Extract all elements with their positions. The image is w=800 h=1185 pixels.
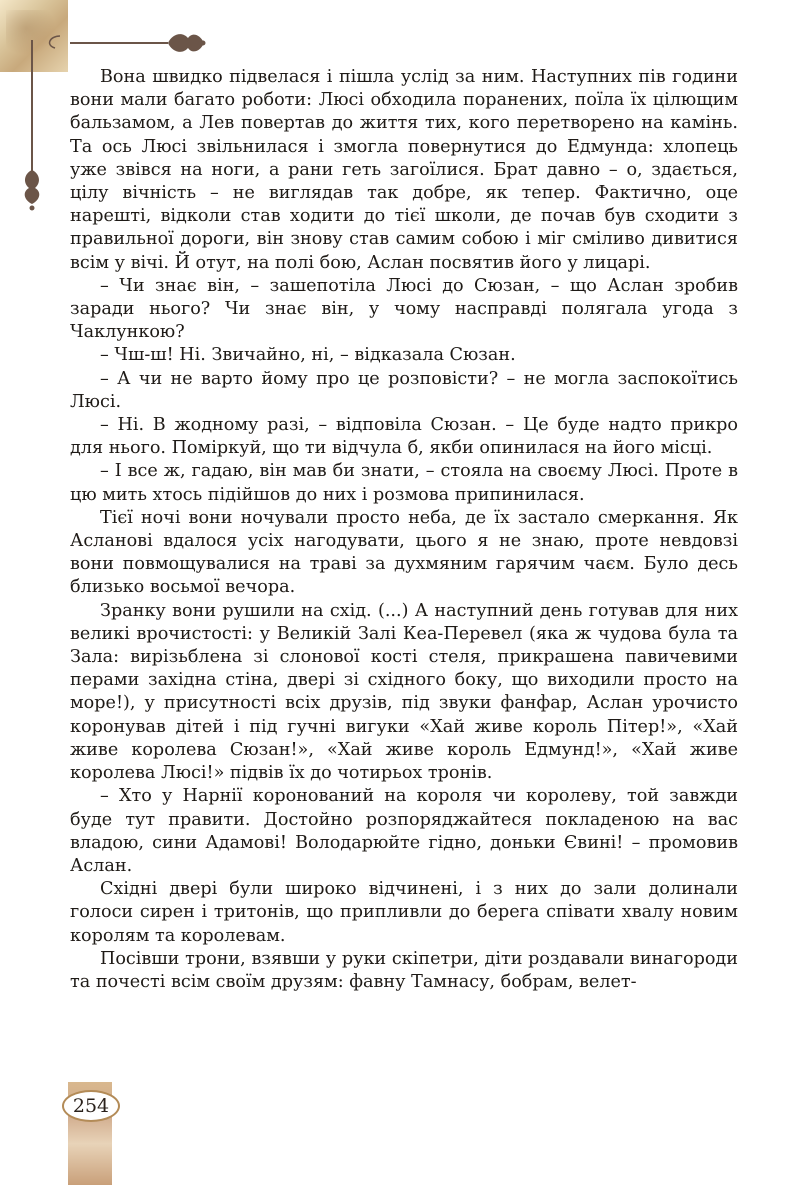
paragraph: Зранку вони рушили на схід. (...) А наступний день готував для них великі врочистості: у Великій Залі Кеа-Перевел (яка ж чудова була та Зала: вирізьблена зі слонової кості стеля, прикрашена павичевими перами західна стіна, двері зі східного боку, що виходили просто на море!), у присутності всіх друзів, під звуки фанфар, Аслан урочисто коронував дітей і під гучні вигуки «Хай живе король Пітер!», «Хай живе королева Сюзан!», «Хай живе король Едмунд!», «Хай живе королева Люсі!» підвів їх до чотирьох тронів. <box>70 600 738 784</box>
paragraph: – Чи знає він, – зашепотіла Люсі до Сюзан, – що Аслан зробив заради нього? Чи знає він, у чому насправді полягала угода з Чаклункою? <box>70 275 738 343</box>
paragraph: Східні двері були широко відчинені, і з них до зали долинали голоси сирен і тритонів, що припливли до берега співати хвалу новим королям та королевам. <box>70 879 738 946</box>
paragraph: – Чш-ш! Ні. Звичайно, ні, – відказала Сюзан. <box>100 345 516 366</box>
paragraph: – Ні. В жодному разі, – відповіла Сюзан. – Це буде надто прикро для нього. Поміркуй, що ти відчула б, якби опинилася на його місці. <box>70 415 738 459</box>
paragraph: – А чи не варто йому про це розповісти? – не могла заспокоїтись Люсі. <box>70 368 738 412</box>
paragraph: Тієї ночі вони ночували просто неба, де їх застало смеркання. Як Асланові вдалося усіх нагодувати, цього я не знаю, проте невдовзі вони повмощувалися на траві за духмяним гарячим чаєм. Було десь близько восьмої вечора. <box>70 507 738 598</box>
page-number: 254 <box>62 1090 120 1122</box>
paragraph: – І все ж, гадаю, він мав би знати, – стояла на своєму Люсі. Проте в цю мить хтось підійшов до них і розмова припинилася. <box>70 461 738 505</box>
main-text <box>70 66 738 994</box>
paragraph: Вона швидко підвелася і пішла услід за ним. Наступних пів години вони мали багато роботи: Люсі обходила поранених, поїла їх цілющим бальзамом, а Лев повертав до життя тих, кого перетворено на камінь. Та ось Люсі звільнилася і змогла повернутися до Едмунда: хлопець уже звівся на ноги, а рани геть загоїлися. Брат давно – о, здається, цілу вічність – не виглядав так добре, як тепер. Фактично, оце нарешті, відколи став ходити до тієї школи, де почав був сходити з правильної дороги, він знову став самим собою і міг сміливо дивитися всім у вічі. Й отут, на полі бою, Аслан посвятив його у лицарі. <box>70 67 738 273</box>
paragraph: – Хто у Нарнії коронований на короля чи королеву, той завжди буде тут правити. Достойно розпоряджайтеся покладеною на вас владою, сини Адамові! Володарюйте гідно, доньки Євині! – промовив Аслан. <box>70 786 738 876</box>
paragraph: Посівши трони, взявши у руки скіпетри, діти роздавали винагороди та почесті всім своїм друзям: фавну Тамнасу, бобрам, велет- <box>70 948 738 992</box>
